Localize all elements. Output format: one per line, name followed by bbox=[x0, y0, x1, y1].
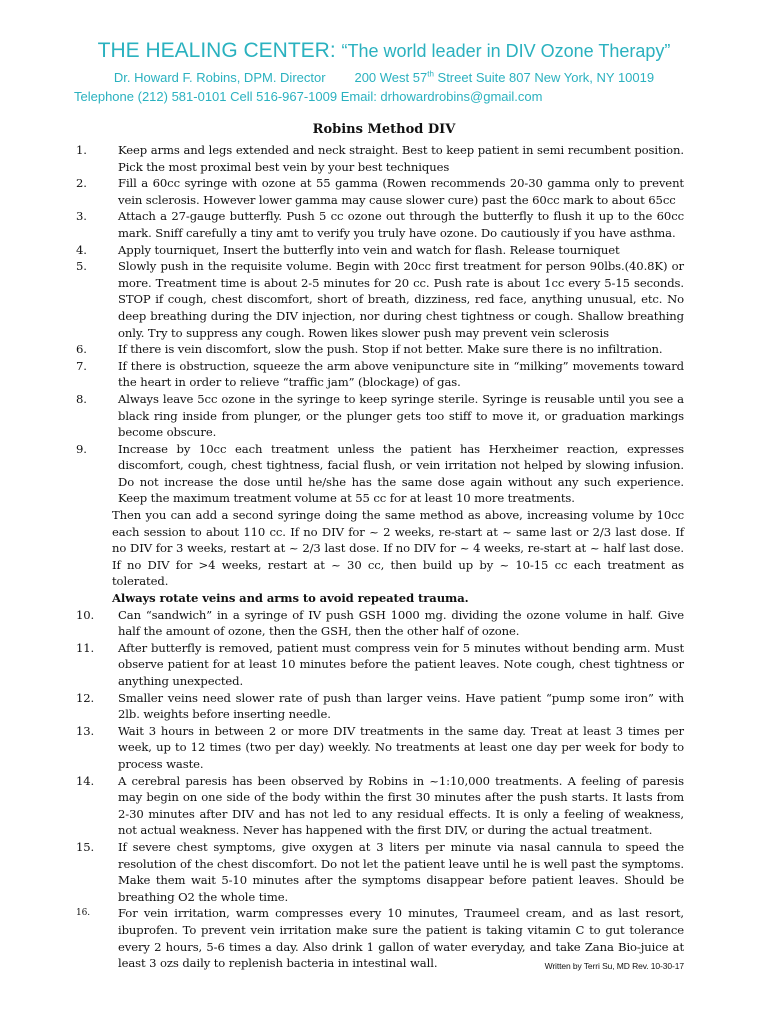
list-item: 6. If there is vein discomfort, slow the push. Stop if not better. Make sure there is no infiltration. bbox=[76, 342, 663, 357]
continuation-paragraph: Then you can add a second syringe doing the same method as above, increasing volume by 10cc each session to about 110 cc. If no DIV for ~ 2 weeks, re-start at ~ same last or 2/3 last dose. If no DIV for 3 weeks, restart at ~ 2/3 last dose. If no DIV for ~ 4 weeks, re-start at ~ half last dose. If no DIV for >4 weeks, restart at ~ 30 cc, then build up by ~ 10-15 cc each treatment as tolerated. bbox=[112, 508, 684, 589]
org-name: THE HEALING CENTER: bbox=[97, 39, 336, 62]
list-item: 12. Smaller veins need slower rate of push than larger veins. Have patient “pump some iron” with 2lb. weights before inserting needle. bbox=[76, 690, 684, 722]
address: 200 West 57th Street Suite 807 New York, NY 10019 bbox=[354, 69, 655, 85]
instruction-list bbox=[72, 142, 684, 975]
list-item: 2. Fill a 60cc syringe with ozone at 55 gamma (Rowen recommends 20-30 gamma only to prevent vein sclerosis. However lower gamma may cause slower cure) past the 60cc mark to about 65cc bbox=[76, 176, 684, 207]
author-revision-note: Written by Terri Su, MD Rev. 10-30-17 bbox=[544, 961, 684, 972]
list-item: 7. If there is obstruction, squeeze the arm above venipuncture site in “milking” movements toward the heart in order to relieve “traffic jam” (blockage) of gas. bbox=[76, 358, 684, 390]
list-item: 5. Slowly push in the requisite volume. Begin with 20cc first treatment for person 90lbs.(40.8K) or more. Treatment time is about 2-5 minutes for 20 cc. Push rate is about 1cc every 5-15 seconds. STOP if cough, chest discomfort, short of breath, dizziness, red face, anything unusual, etc. No deep breathing during the DIV injection, nor during chest tightness or cough. Shallow breathing only. Try to suppress any cough. Rowen likes slower push may prevent vein sclerosis bbox=[76, 259, 684, 340]
list-item: 15. If severe chest symptoms, give oxygen at 3 liters per minute via nasal cannula to speed the resolution of the chest discomfort. Do not let the patient leave until he is well past the symptoms. Make them wait 5-10 minutes after the symptoms disappear before patient leaves. Should be breathing O2 the whole time. bbox=[76, 839, 684, 904]
list-item: 1. Keep arms and legs extended and neck straight. Best to keep patient in semi recumbent position. Pick the most proximal best vein by your best techniques bbox=[76, 143, 684, 174]
org-tagline: “The world leader in DIV Ozone Therapy” bbox=[341, 41, 671, 61]
rotate-veins-note: Always rotate veins and arms to avoid repeated trauma. bbox=[112, 591, 469, 606]
list-item: 14. A cerebral paresis has been observed by Robins in ~1:10,000 treatments. A feeling of paresis may begin on one side of the body within the first 30 minutes after the push starts. It lasts from 2-30 minutes after DIV and has not led to any residual effects. It is only a feeling of weakness, not actual weakness. Never has happened with the first DIV, or during the actual treatment. bbox=[76, 773, 684, 838]
list-item: 13. Wait 3 hours in between 2 or more DIV treatments in the same day. Treat at least 3 times per week, up to 12 times (two per day) weekly. No treatments at least one day per week for body to process waste. bbox=[76, 723, 684, 771]
letterhead-contact-line: Telephone (212) 581-0101 Cell 516-967-1009 Email: drhowardrobins@gmail.com bbox=[74, 89, 543, 104]
list-item: 11. After butterfly is removed, patient must compress vein for 5 minutes without bending arm. Must observe patient for at least 10 minutes before the patient leaves. Note cough, chest tightness or anything unexpected. bbox=[76, 640, 684, 688]
list-item: 9. Increase by 10cc each treatment unless the patient has Herxheimer reaction, expresses discomfort, cough, chest tightness, facial flush, or vein irritation not helped by slowing infusion. Do not increase the dose until he/she has the same dose again without any such experience. Keep the maximum treatment volume at 55 cc for at least 10 more treatments. bbox=[76, 441, 684, 506]
list-item: 3. Attach a 27-gauge butterfly. Push 5 cc ozone out through the butterfly to flush it up to the 60cc mark. Sniff carefully a tiny amt to verify you truly have ozone. Do cautiously if you have asthma. bbox=[76, 209, 684, 240]
list-item: 16. For vein irritation, warm compresses every 10 minutes, Traumeel cream, and as last resort, ibuprofen. To prevent vein irritation make sure the patient is taking vitamin C to gut tolerance every 2 hours, 5-6 times a day. Also drink 1 gallon of water everyday, and take Zana Bio-juice at least 3 ozs daily to replenish bacteria in intestinal wall. Written by Terri Su, MD Rev. 10-30-17 bbox=[72, 905, 684, 974]
list-item: 4. Apply tourniquet, Insert the butterfly into vein and watch for flash. Release tourniquet bbox=[76, 242, 620, 257]
list-item: 8. Always leave 5cc ozone in the syringe to keep syringe sterile. Syringe is reusable until you see a black ring inside from plunger, or the plunger gets too stiff to move it, or graduation markings become obscure. bbox=[76, 391, 684, 440]
director-name: Dr. Howard F. Robins, DPM. Director bbox=[113, 70, 326, 85]
letterhead-title bbox=[0, 38, 768, 64]
letterhead-address-line bbox=[0, 70, 768, 85]
document-title: Robins Method DIV bbox=[312, 122, 456, 137]
list-item: 10. Can “sandwich” in a syringe of IV push GSH 1000 mg. dividing the ozone volume in half. Give half the amount of ozone, then the GSH, then the other half of ozone. bbox=[76, 607, 684, 639]
